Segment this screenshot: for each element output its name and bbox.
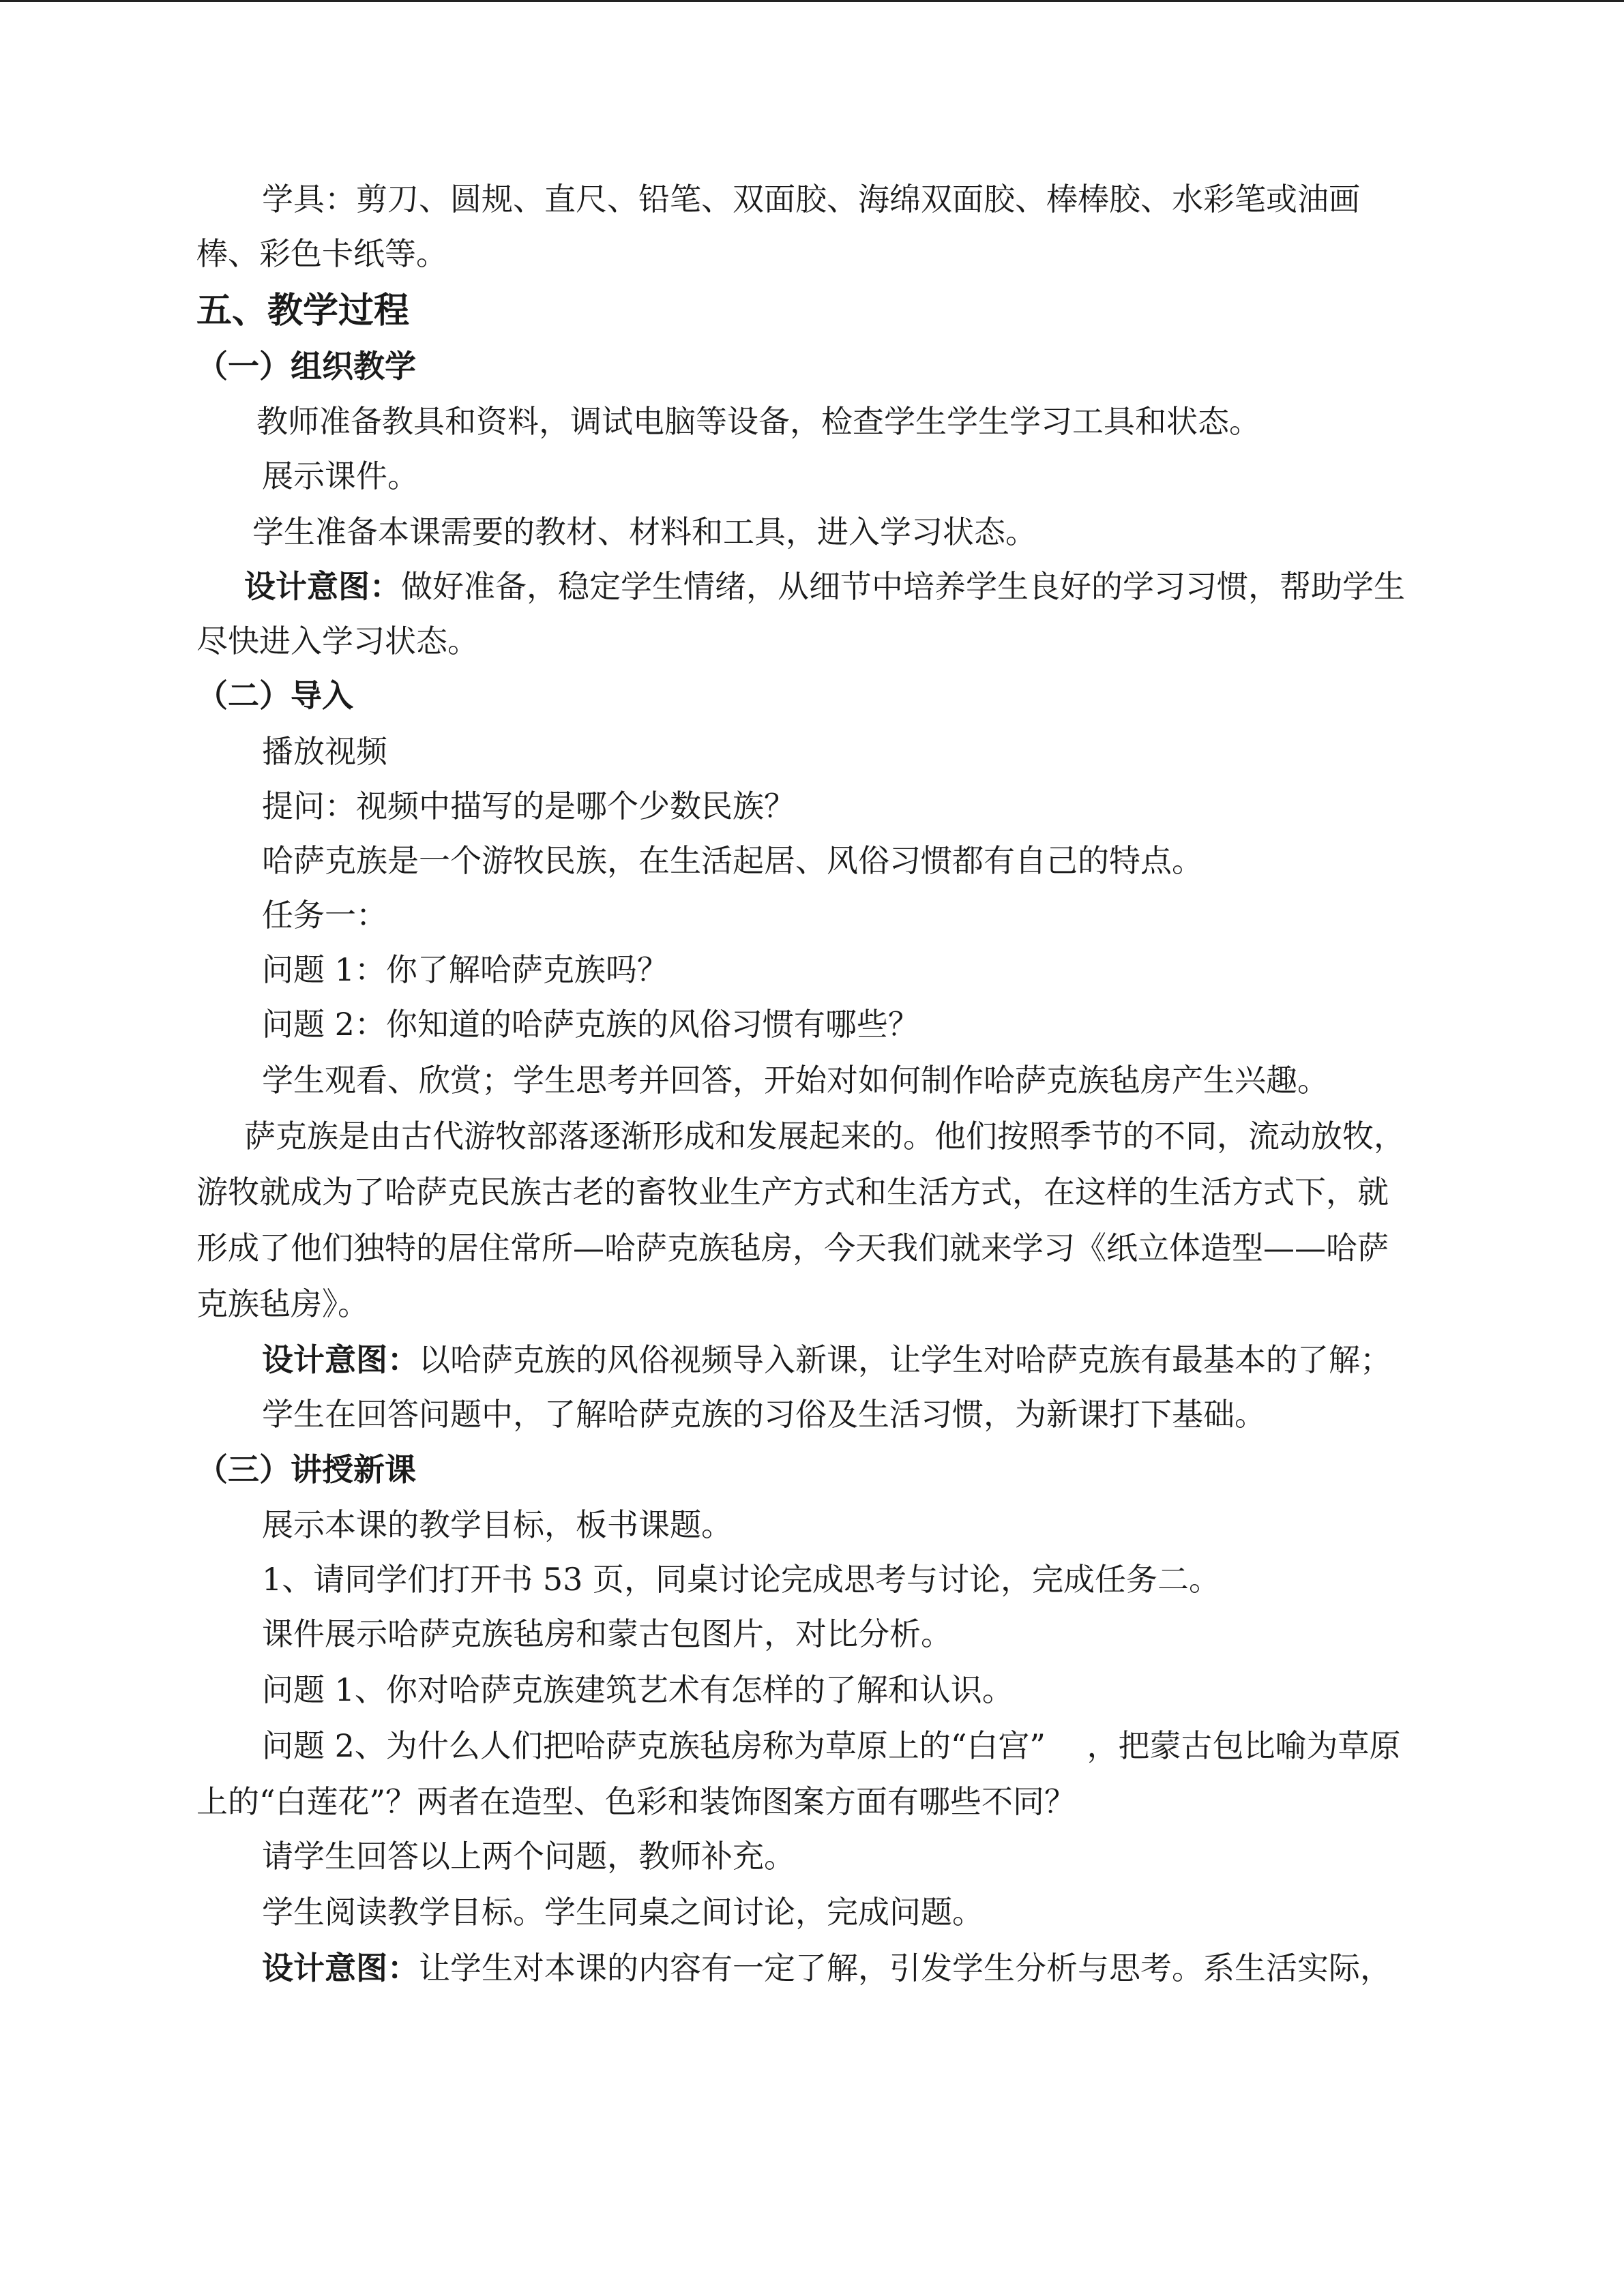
design-intent-label: 设计意图： — [244, 568, 401, 605]
design-intent-line — [262, 1948, 1391, 1988]
text-line: 问题 1、你对哈萨克族建筑艺术有怎样的了解和认识。 — [262, 1671, 1014, 1708]
design-intent-label: 设计意图： — [262, 1341, 419, 1378]
subsection-heading: （一）组织教学 — [196, 348, 416, 385]
text-line: 播放视频 — [262, 733, 387, 770]
text-line: 学具：剪刀、圆规、直尺、铅笔、双面胶、海绵双面胶、棒棒胶、水彩笔或油画 — [262, 181, 1360, 218]
text-line: 学生观看、欣赏；学生思考并回答，开始对如何制作哈萨克族毡房产生兴趣。 — [262, 1062, 1329, 1099]
text-line: 萨克族是由古代游牧部落逐渐形成和发展起来的。他们按照季节的不同，流动放牧， — [244, 1118, 1405, 1154]
text-line: 请学生回答以上两个问题，教师补充。 — [262, 1838, 795, 1875]
text-line: 学生阅读教学目标。学生同桌之间讨论，完成问题。 — [262, 1894, 984, 1930]
design-intent-text: 让学生对本课的内容有一定了解，引发学生分析与思考。系生活实际， — [419, 1950, 1391, 1986]
text-line: 教师准备教具和资料，调试电脑等设备，检查学生学生学习工具和状态。 — [256, 403, 1260, 440]
text-line: 问题 2：你知道的哈萨克族的风俗习惯有哪些？ — [262, 1006, 919, 1043]
subsection-heading: （三）讲授新课 — [196, 1451, 416, 1488]
design-intent-line — [244, 566, 1405, 607]
design-intent-text: 以哈萨克族的风俗视频导入新课，让学生对哈萨克族有最基本的了解； — [419, 1341, 1391, 1378]
section-heading: 五、教学过程 — [196, 290, 410, 331]
text-line: 1、请同学们打开书 53 页，同桌讨论完成思考与讨论，完成任务二。 — [262, 1561, 1221, 1598]
design-intent-text: 做好准备，稳定学生情绪，从细节中培养学生良好的学习习惯，帮助学生 — [401, 568, 1405, 605]
text-line: 展示课件。 — [262, 458, 419, 494]
text-line: 问题 2、为什么人们把哈萨克族毡房称为草原上的“白宫” ，把蒙古包比喻为草原 — [262, 1727, 1401, 1764]
text-line: 问题 1：你了解哈萨克族吗？ — [262, 951, 668, 988]
text-line: 形成了他们独特的居住常所—哈萨克族毡房，今天我们就来学习《纸立体造型——哈萨 — [196, 1229, 1389, 1266]
text-line: 棒、彩色卡纸等。 — [196, 235, 447, 272]
subsection-heading: （二）导入 — [196, 677, 353, 714]
text-line: 提问：视频中描写的是哪个少数民族？ — [262, 788, 795, 824]
text-line: 展示本课的教学目标，板书课题。 — [262, 1506, 733, 1543]
design-intent-label: 设计意图： — [262, 1950, 419, 1986]
design-intent-line — [262, 1339, 1391, 1380]
text-line: 上的“白莲花”？两者在造型、色彩和装饰图案方面有哪些不同？ — [196, 1783, 1076, 1820]
text-line: 尽快进入学习状态。 — [196, 623, 479, 659]
text-line: 课件展示哈萨克族毡房和蒙古包图片，对比分析。 — [262, 1615, 952, 1652]
text-line: 克族毡房》。 — [196, 1285, 369, 1322]
text-line: 学生准备本课需要的教材、材料和工具，进入学习状态。 — [252, 513, 1037, 550]
text-line: 任务一： — [262, 897, 387, 934]
text-line: 学生在回答问题中，了解哈萨克族的习俗及生活习惯，为新课打下基础。 — [262, 1396, 1266, 1433]
page-top-border — [0, 0, 1624, 2]
text-line: 哈萨克族是一个游牧民族，在生活起居、风俗习惯都有自己的特点。 — [262, 842, 1203, 879]
text-line: 游牧就成为了哈萨克民族古老的畜牧业生产方式和生活方式，在这样的生活方式下，就 — [196, 1174, 1389, 1210]
